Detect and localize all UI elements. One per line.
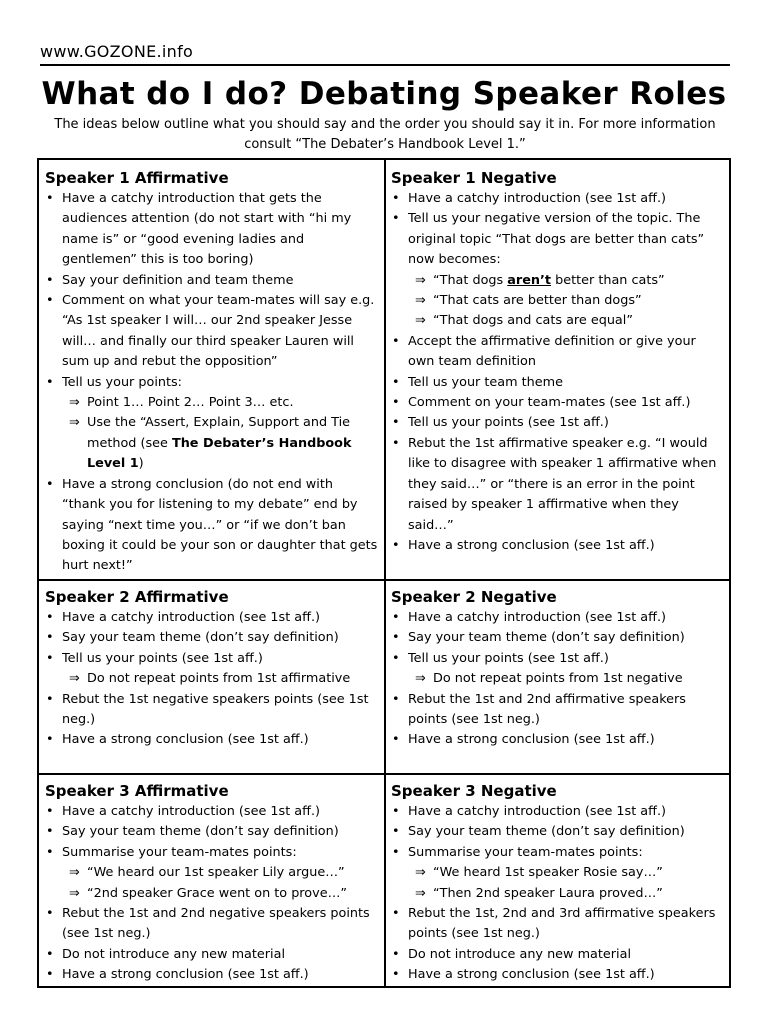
sub-item bbox=[391, 311, 725, 331]
sub-item bbox=[45, 413, 378, 474]
list-item: • Have a catchy introduction (see 1st aff.) bbox=[45, 608, 378, 628]
sub-item bbox=[45, 863, 378, 883]
arrow-right-icon: ⇒ bbox=[69, 671, 80, 687]
cell-title: Speaker 2 Negative bbox=[391, 588, 557, 606]
bullet-list bbox=[45, 608, 378, 669]
arrow-right-icon: ⇒ bbox=[415, 885, 426, 901]
list-item: • Have a strong conclusion (see 1st aff.) bbox=[391, 730, 725, 750]
sub-item bbox=[391, 291, 725, 311]
bullet-list bbox=[45, 904, 378, 986]
cell-title: Speaker 1 Affirmative bbox=[45, 169, 229, 187]
list-item: • Rebut the 1st negative speakers points (see 1st neg.) bbox=[45, 690, 378, 731]
list-item: • Accept the affirmative definition or give your own team definition bbox=[391, 332, 725, 373]
bullet-list bbox=[391, 608, 725, 669]
list-item: • Have a catchy introduction (see 1st aff.) bbox=[391, 189, 725, 209]
page-title: What do I do? Debating Speaker Roles bbox=[41, 76, 727, 112]
list-item: • Say your team theme (don’t say definition) bbox=[391, 822, 725, 842]
sub-item-text: “2nd speaker Grace went on to prove…” bbox=[87, 885, 347, 901]
sub-item bbox=[45, 884, 378, 904]
cell-speaker-1-affirmative bbox=[39, 160, 386, 579]
arrow-right-icon: ⇒ bbox=[69, 415, 80, 431]
bullet-list bbox=[391, 690, 725, 751]
list-item: • Have a strong conclusion (see 1st aff.) bbox=[45, 965, 378, 985]
list-item: • Comment on what your team-mates will say e.g. “As 1st speaker I will… our 2nd speaker Jesse will… and finally our third speaker Lauren will sum up and rebut the opposition” bbox=[45, 291, 378, 373]
bullet-list bbox=[391, 189, 725, 271]
sub-item-text: Use the “Assert, Explain, Support and Tie method (see bbox=[87, 415, 351, 451]
list-item: • Have a catchy introduction (see 1st aff.) bbox=[391, 802, 725, 822]
list-item: • Do not introduce any new material bbox=[391, 945, 725, 965]
bullet-list bbox=[45, 475, 378, 577]
arrow-right-icon: ⇒ bbox=[415, 865, 426, 881]
list-item: • Tell us your points (see 1st aff.) bbox=[391, 413, 725, 433]
cell-title: Speaker 3 Affirmative bbox=[45, 782, 229, 800]
arrow-right-icon: ⇒ bbox=[415, 671, 426, 687]
list-item: • Comment on your team-mates (see 1st aff.) bbox=[391, 393, 725, 413]
cell-speaker-2-negative bbox=[386, 579, 729, 773]
list-item: • Tell us your points (see 1st aff.) bbox=[45, 649, 378, 669]
arrow-right-icon: ⇒ bbox=[415, 313, 426, 329]
list-item: • Rebut the 1st and 2nd affirmative speakers points (see 1st neg.) bbox=[391, 690, 725, 731]
cell-title: Speaker 1 Negative bbox=[391, 169, 557, 187]
bullet-list bbox=[391, 802, 725, 863]
sub-item-text: Do not repeat points from 1st affirmative bbox=[87, 671, 351, 687]
list-item: • Say your definition and team theme bbox=[45, 271, 378, 291]
sub-item bbox=[45, 393, 378, 413]
list-item: • Have a catchy introduction that gets the audiences attention (do not start with “hi my name is” or “good evening ladies and gentlemen” this is too boring) bbox=[45, 189, 378, 271]
list-item: • Rebut the 1st affirmative speaker e.g. “I would like to disagree with speaker 1 affirmative when they said…” or “there is an error in the point raised by speaker 1 affirmative when they said…” bbox=[391, 434, 725, 536]
cell-speaker-3-negative bbox=[386, 773, 729, 986]
sub-item bbox=[45, 669, 378, 689]
sub-item-text: “We heard our 1st speaker Lily argue…” bbox=[87, 865, 345, 881]
list-item: • Do not introduce any new material bbox=[45, 945, 378, 965]
list-item: • Have a catchy introduction (see 1st aff.) bbox=[391, 608, 725, 628]
cell-speaker-3-affirmative bbox=[39, 773, 386, 986]
sub-item bbox=[391, 884, 725, 904]
sub-item-text: “Then 2nd speaker Laura proved…” bbox=[433, 885, 663, 901]
arrow-right-icon: ⇒ bbox=[415, 293, 426, 309]
handbook-reference: The Debater’s Handbook Level 1 bbox=[87, 435, 352, 472]
cell-speaker-1-negative bbox=[386, 160, 729, 579]
speaker-roles-table bbox=[37, 158, 731, 988]
bullet-list bbox=[45, 802, 378, 863]
bullet-list bbox=[391, 332, 725, 556]
arrow-right-icon: ⇒ bbox=[69, 885, 80, 901]
emphasis-text: aren’t bbox=[507, 272, 552, 288]
list-item: • Tell us your points: bbox=[45, 373, 378, 393]
cell-title: Speaker 3 Negative bbox=[391, 782, 557, 800]
bullet-list bbox=[45, 189, 378, 393]
list-item: • Summarise your team-mates points: bbox=[391, 843, 725, 863]
arrow-right-icon: ⇒ bbox=[69, 395, 80, 411]
sub-item-text: ) bbox=[138, 456, 144, 472]
sub-item bbox=[391, 863, 725, 883]
list-item: • Say your team theme (don’t say definition) bbox=[45, 822, 378, 842]
list-item: • Say your team theme (don’t say definition) bbox=[45, 628, 378, 648]
list-item: • Tell us your points (see 1st aff.) bbox=[391, 649, 725, 669]
list-item: • Have a strong conclusion (see 1st aff.) bbox=[391, 536, 725, 556]
sub-item-text: better than cats” bbox=[551, 272, 665, 288]
list-item: • Tell us your negative version of the topic. The original topic “That dogs are better than cats” now becomes: bbox=[391, 209, 725, 270]
list-item: • Have a strong conclusion (see 1st aff.) bbox=[391, 965, 725, 985]
list-item: • Rebut the 1st, 2nd and 3rd affirmative speakers points (see 1st neg.) bbox=[391, 904, 725, 945]
bullet-list bbox=[391, 904, 725, 986]
list-item: • Have a catchy introduction (see 1st aff.) bbox=[45, 802, 378, 822]
list-item: • Rebut the 1st and 2nd negative speakers points (see 1st neg.) bbox=[45, 904, 378, 945]
sub-item-text: “We heard 1st speaker Rosie say…” bbox=[433, 865, 663, 881]
cell-speaker-2-affirmative bbox=[39, 579, 386, 773]
site-url: www.GOZONE.info bbox=[40, 42, 194, 61]
arrow-right-icon: ⇒ bbox=[69, 865, 80, 881]
bullet-list bbox=[45, 690, 378, 751]
sub-item bbox=[391, 271, 725, 291]
list-item: • Summarise your team-mates points: bbox=[45, 843, 378, 863]
sub-item bbox=[391, 669, 725, 689]
sub-item-text: Point 1… Point 2… Point 3… etc. bbox=[87, 395, 294, 411]
sub-item-text: “That cats are better than dogs” bbox=[433, 293, 642, 309]
sub-item-text: “That dogs bbox=[433, 272, 508, 288]
sub-item-text: “That dogs and cats are equal” bbox=[433, 313, 633, 329]
site-header bbox=[40, 42, 730, 66]
list-item: • Have a strong conclusion (see 1st aff.) bbox=[45, 730, 378, 750]
list-item: • Say your team theme (don’t say definition) bbox=[391, 628, 725, 648]
sub-item-text: Do not repeat points from 1st negative bbox=[433, 671, 683, 687]
arrow-right-icon: ⇒ bbox=[415, 272, 426, 288]
cell-title: Speaker 2 Affirmative bbox=[45, 588, 229, 606]
list-item: • Have a strong conclusion (do not end with “thank you for listening to my debate” end by saying “next time you…” or “if we don’t ban boxing it could be your son or daughter that gets hurt next!” bbox=[45, 475, 378, 577]
intro-text: The ideas below outline what you should say and the order you should say it in. For more information consult “The Debater’s Handbook Level 1.” bbox=[54, 117, 716, 152]
list-item: • Tell us your team theme bbox=[391, 373, 725, 393]
